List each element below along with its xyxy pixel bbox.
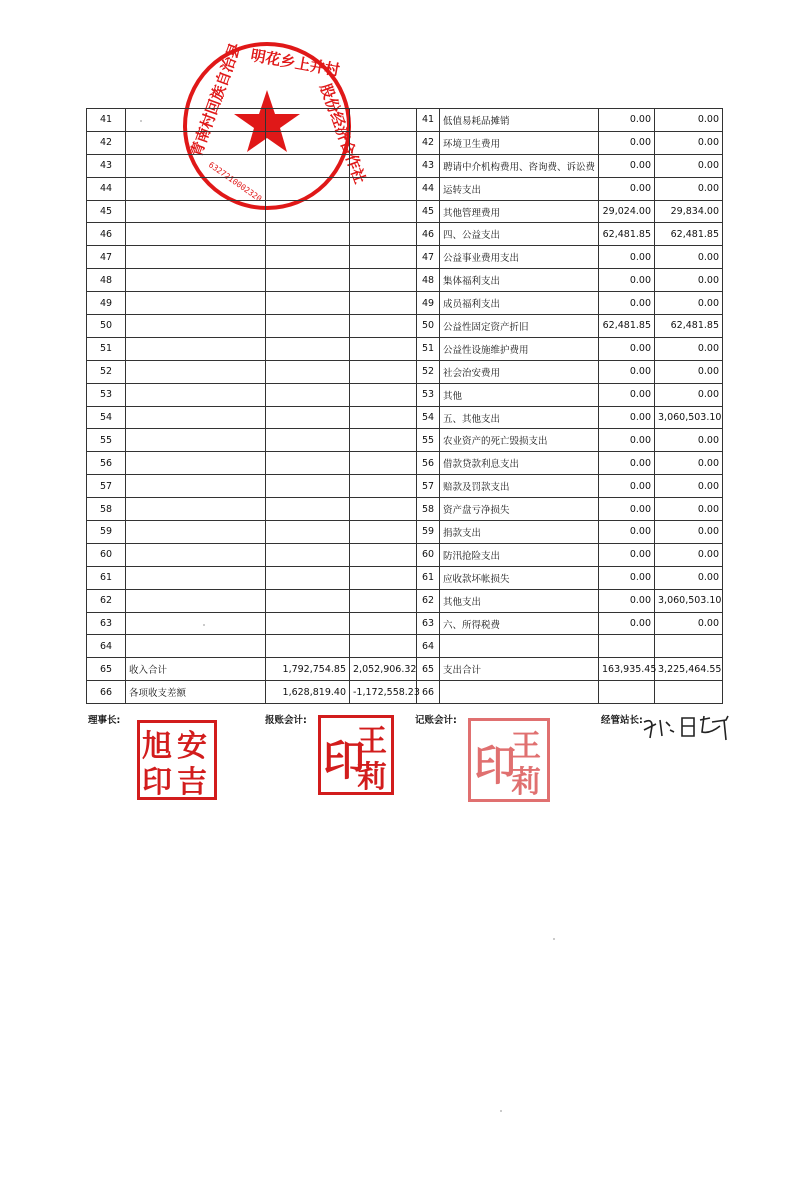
table-cell-item2: 其他管理费用 xyxy=(440,200,599,223)
table-cell-no2: 53 xyxy=(417,383,440,406)
table-cell-a xyxy=(266,452,350,475)
chair-label: 理事长: xyxy=(88,715,121,726)
table-cell-item2: 农业资产的死亡毁损支出 xyxy=(440,429,599,452)
table-cell-no: 64 xyxy=(87,635,126,658)
chair-seal: 安 吉 旭 印 xyxy=(137,720,217,800)
table-cell-b xyxy=(350,131,417,154)
table-row xyxy=(87,543,723,566)
table-cell-item xyxy=(126,154,266,177)
table-cell-c: 0.00 xyxy=(599,521,655,544)
table-cell-a xyxy=(266,360,350,383)
table-cell-no2: 58 xyxy=(417,498,440,521)
table-cell-b xyxy=(350,200,417,223)
table-row xyxy=(87,383,723,406)
report-accountant-seal: 王 莉 印 xyxy=(318,715,394,795)
table-cell-item xyxy=(126,315,266,338)
table-cell-item xyxy=(126,452,266,475)
table-cell-item2: 六、所得税费 xyxy=(440,612,599,635)
table-cell-a xyxy=(266,269,350,292)
table-cell-d: 0.00 xyxy=(655,109,723,132)
table-cell-a: 1,628,819.40 xyxy=(266,681,350,704)
table-cell-c: 0.00 xyxy=(599,246,655,269)
table-cell-item2: 赔款及罚款支出 xyxy=(440,475,599,498)
table-row xyxy=(87,429,723,452)
table-cell-no: 43 xyxy=(87,154,126,177)
table-cell-a xyxy=(266,406,350,429)
table-row xyxy=(87,360,723,383)
table-row xyxy=(87,246,723,269)
table-row xyxy=(87,658,723,681)
table-cell-item2: 其他 xyxy=(440,383,599,406)
table-cell-a: 1,792,754.85 xyxy=(266,658,350,681)
table-cell-d: 0.00 xyxy=(655,131,723,154)
table-cell-b xyxy=(350,406,417,429)
table-cell-item2: 环境卫生费用 xyxy=(440,131,599,154)
table-cell-d: 0.00 xyxy=(655,566,723,589)
table-cell-item xyxy=(126,543,266,566)
table-cell-item xyxy=(126,521,266,544)
table-row xyxy=(87,337,723,360)
table-cell-c: 0.00 xyxy=(599,589,655,612)
table-cell-no: 55 xyxy=(87,429,126,452)
table-cell-no: 44 xyxy=(87,177,126,200)
table-cell-a xyxy=(266,589,350,612)
table-cell-b xyxy=(350,589,417,612)
table-cell-item xyxy=(126,131,266,154)
table-cell-item2: 应收款坏帐损失 xyxy=(440,566,599,589)
table-cell-item xyxy=(126,566,266,589)
table-cell-a xyxy=(266,154,350,177)
table-cell-no: 58 xyxy=(87,498,126,521)
table-cell-item2: 低值易耗品摊销 xyxy=(440,109,599,132)
table-cell-no: 62 xyxy=(87,589,126,612)
speck xyxy=(553,938,555,940)
table-cell-no2: 56 xyxy=(417,452,440,475)
table-cell-item2: 社会治安费用 xyxy=(440,360,599,383)
table-cell-b xyxy=(350,315,417,338)
table-cell-d: 62,481.85 xyxy=(655,223,723,246)
table-cell-d: 0.00 xyxy=(655,177,723,200)
table-row xyxy=(87,452,723,475)
table-cell-d: 0.00 xyxy=(655,383,723,406)
table-cell-item2 xyxy=(440,635,599,658)
table-cell-no2: 59 xyxy=(417,521,440,544)
table-cell-no: 56 xyxy=(87,452,126,475)
table-cell-item2: 公益性设施维护费用 xyxy=(440,337,599,360)
table-cell-item xyxy=(126,292,266,315)
table-cell-d: 0.00 xyxy=(655,360,723,383)
table-cell-no: 54 xyxy=(87,406,126,429)
table-cell-no2: 45 xyxy=(417,200,440,223)
table-cell-a xyxy=(266,177,350,200)
table-row xyxy=(87,475,723,498)
table-cell-d: 0.00 xyxy=(655,612,723,635)
table-cell-a xyxy=(266,200,350,223)
table-row xyxy=(87,521,723,544)
table-cell-item xyxy=(126,269,266,292)
table-cell-item2: 成员福利支出 xyxy=(440,292,599,315)
table-cell-no: 66 xyxy=(87,681,126,704)
table-cell-c: 29,024.00 xyxy=(599,200,655,223)
table-cell-no: 45 xyxy=(87,200,126,223)
table-cell-c xyxy=(599,681,655,704)
table-row xyxy=(87,612,723,635)
table-cell-item2: 五、其他支出 xyxy=(440,406,599,429)
table-cell-a xyxy=(266,635,350,658)
table-cell-d: 0.00 xyxy=(655,429,723,452)
table-row xyxy=(87,269,723,292)
table-cell-a xyxy=(266,109,350,132)
table-cell-no: 60 xyxy=(87,543,126,566)
table-cell-b xyxy=(350,452,417,475)
table-cell-b xyxy=(350,177,417,200)
table-cell-no2: 51 xyxy=(417,337,440,360)
table-cell-a xyxy=(266,521,350,544)
svg-text:6327210002320: 6327210002320 xyxy=(206,160,264,204)
table-cell-item2: 集体福利支出 xyxy=(440,269,599,292)
table-cell-item xyxy=(126,429,266,452)
table-cell-b xyxy=(350,543,417,566)
table-cell-c: 0.00 xyxy=(599,498,655,521)
table-cell-c: 163,935.45 xyxy=(599,658,655,681)
table-cell-no: 47 xyxy=(87,246,126,269)
table-row xyxy=(87,406,723,429)
table-cell-d: 0.00 xyxy=(655,337,723,360)
table-cell-c: 0.00 xyxy=(599,475,655,498)
table-cell-c: 0.00 xyxy=(599,154,655,177)
svg-text:明花乡上井村: 明花乡上井村 xyxy=(249,46,342,80)
table-cell-b: -1,172,558.23 xyxy=(350,681,417,704)
table-row xyxy=(87,498,723,521)
table-cell-b xyxy=(350,383,417,406)
speck xyxy=(140,120,142,122)
table-cell-item: 各项收支差额 xyxy=(126,681,266,704)
table-cell-no: 48 xyxy=(87,269,126,292)
table-cell-no: 65 xyxy=(87,658,126,681)
table-row xyxy=(87,154,723,177)
table-cell-c: 62,481.85 xyxy=(599,315,655,338)
table-cell-c: 0.00 xyxy=(599,452,655,475)
table-cell-a xyxy=(266,498,350,521)
table-cell-b xyxy=(350,475,417,498)
table-cell-d: 0.00 xyxy=(655,543,723,566)
table-cell-no2: 42 xyxy=(417,131,440,154)
table-row xyxy=(87,109,723,132)
table-cell-no2: 62 xyxy=(417,589,440,612)
table-cell-c: 62,481.85 xyxy=(599,223,655,246)
ledger-sheet xyxy=(86,108,723,704)
table-cell-c: 0.00 xyxy=(599,292,655,315)
table-cell-no2: 46 xyxy=(417,223,440,246)
table-cell-b xyxy=(350,521,417,544)
table-cell-c: 0.00 xyxy=(599,177,655,200)
table-cell-item xyxy=(126,360,266,383)
table-row xyxy=(87,131,723,154)
table-row xyxy=(87,200,723,223)
table-cell-item2: 防汛抢险支出 xyxy=(440,543,599,566)
table-cell-no2: 61 xyxy=(417,566,440,589)
table-cell-d: 0.00 xyxy=(655,521,723,544)
table-cell-a xyxy=(266,223,350,246)
table-cell-item xyxy=(126,475,266,498)
table-cell-d: 3,225,464.55 xyxy=(655,658,723,681)
table-cell-a xyxy=(266,475,350,498)
table-cell-c: 0.00 xyxy=(599,360,655,383)
table-cell-no2: 63 xyxy=(417,612,440,635)
table-cell-item2: 运转支出 xyxy=(440,177,599,200)
income-expense-table xyxy=(86,108,723,704)
table-cell-item2 xyxy=(440,681,599,704)
table-cell-c xyxy=(599,635,655,658)
table-cell-item xyxy=(126,337,266,360)
table-cell-no: 46 xyxy=(87,223,126,246)
table-cell-no2: 64 xyxy=(417,635,440,658)
table-cell-a xyxy=(266,429,350,452)
table-cell-b xyxy=(350,612,417,635)
table-row xyxy=(87,292,723,315)
table-row xyxy=(87,566,723,589)
table-cell-d: 3,060,503.10 xyxy=(655,589,723,612)
table-cell-d: 3,060,503.10 xyxy=(655,406,723,429)
table-cell-c: 0.00 xyxy=(599,406,655,429)
table-cell-item2: 资产盘亏净损失 xyxy=(440,498,599,521)
table-cell-item xyxy=(126,589,266,612)
table-cell-d: 0.00 xyxy=(655,475,723,498)
table-cell-c: 0.00 xyxy=(599,131,655,154)
table-cell-b xyxy=(350,337,417,360)
table-cell-a xyxy=(266,566,350,589)
table-cell-d: 0.00 xyxy=(655,269,723,292)
table-cell-no: 63 xyxy=(87,612,126,635)
table-cell-no2: 57 xyxy=(417,475,440,498)
table-cell-item xyxy=(126,406,266,429)
table-cell-item xyxy=(126,177,266,200)
table-cell-b xyxy=(350,566,417,589)
table-cell-b xyxy=(350,109,417,132)
table-row xyxy=(87,589,723,612)
table-cell-item xyxy=(126,498,266,521)
table-cell-no2: 66 xyxy=(417,681,440,704)
table-cell-no2: 65 xyxy=(417,658,440,681)
table-cell-b xyxy=(350,429,417,452)
table-cell-no2: 54 xyxy=(417,406,440,429)
table-cell-b xyxy=(350,360,417,383)
table-cell-a xyxy=(266,383,350,406)
table-cell-a xyxy=(266,315,350,338)
table-cell-a xyxy=(266,612,350,635)
table-cell-c: 0.00 xyxy=(599,543,655,566)
table-cell-no: 53 xyxy=(87,383,126,406)
table-cell-item2: 四、公益支出 xyxy=(440,223,599,246)
table-cell-item xyxy=(126,200,266,223)
table-cell-d: 0.00 xyxy=(655,498,723,521)
table-cell-item xyxy=(126,612,266,635)
table-cell-b xyxy=(350,246,417,269)
table-cell-c: 0.00 xyxy=(599,337,655,360)
table-cell-no2: 41 xyxy=(417,109,440,132)
table-cell-d: 0.00 xyxy=(655,154,723,177)
table-cell-item2: 借款贷款利息支出 xyxy=(440,452,599,475)
table-cell-no2: 47 xyxy=(417,246,440,269)
table-cell-b xyxy=(350,498,417,521)
table-cell-no2: 48 xyxy=(417,269,440,292)
table-cell-d xyxy=(655,635,723,658)
table-cell-d: 29,834.00 xyxy=(655,200,723,223)
table-cell-item2: 其他支出 xyxy=(440,589,599,612)
table-cell-c: 0.00 xyxy=(599,269,655,292)
manager-handwritten-signature xyxy=(640,712,736,742)
table-row xyxy=(87,681,723,704)
speck xyxy=(500,1110,502,1112)
table-cell-no2: 44 xyxy=(417,177,440,200)
table-cell-b xyxy=(350,635,417,658)
table-cell-item2: 支出合计 xyxy=(440,658,599,681)
table-cell-c: 0.00 xyxy=(599,612,655,635)
table-cell-b: 2,052,906.32 xyxy=(350,658,417,681)
table-cell-item xyxy=(126,109,266,132)
table-cell-d xyxy=(655,681,723,704)
table-cell-a xyxy=(266,131,350,154)
table-cell-a xyxy=(266,337,350,360)
table-cell-item xyxy=(126,223,266,246)
table-cell-item2: 捐款支出 xyxy=(440,521,599,544)
table-cell-no: 57 xyxy=(87,475,126,498)
table-cell-c: 0.00 xyxy=(599,566,655,589)
table-cell-no2: 43 xyxy=(417,154,440,177)
table-cell-no: 49 xyxy=(87,292,126,315)
table-cell-no: 50 xyxy=(87,315,126,338)
table-cell-item xyxy=(126,246,266,269)
table-cell-b xyxy=(350,269,417,292)
table-cell-no2: 49 xyxy=(417,292,440,315)
table-cell-no2: 50 xyxy=(417,315,440,338)
table-cell-no: 52 xyxy=(87,360,126,383)
table-cell-c: 0.00 xyxy=(599,383,655,406)
report-accountant-label: 报账会计: xyxy=(265,715,307,726)
table-cell-item: 收入合计 xyxy=(126,658,266,681)
table-cell-no2: 55 xyxy=(417,429,440,452)
table-row xyxy=(87,177,723,200)
table-cell-b xyxy=(350,223,417,246)
table-cell-d: 62,481.85 xyxy=(655,315,723,338)
table-cell-no: 59 xyxy=(87,521,126,544)
table-cell-item xyxy=(126,635,266,658)
table-cell-b xyxy=(350,292,417,315)
table-cell-d: 0.00 xyxy=(655,452,723,475)
table-cell-no: 42 xyxy=(87,131,126,154)
table-cell-item xyxy=(126,383,266,406)
record-accountant-seal: 王 莉 印 xyxy=(468,718,550,802)
svg-text:青南村回族自治县: 青南村回族自治县 xyxy=(186,40,245,160)
table-cell-no2: 52 xyxy=(417,360,440,383)
table-cell-item2: 聘请中介机构费用、咨询费、诉讼费 xyxy=(440,154,599,177)
table-cell-a xyxy=(266,543,350,566)
table-cell-no: 51 xyxy=(87,337,126,360)
table-cell-a xyxy=(266,246,350,269)
table-row xyxy=(87,223,723,246)
table-cell-c: 0.00 xyxy=(599,109,655,132)
table-cell-d: 0.00 xyxy=(655,292,723,315)
table-cell-no: 61 xyxy=(87,566,126,589)
table-row xyxy=(87,635,723,658)
manager-label: 经管站长: xyxy=(601,715,643,726)
table-cell-no: 41 xyxy=(87,109,126,132)
table-cell-c: 0.00 xyxy=(599,429,655,452)
speck xyxy=(203,624,205,626)
record-accountant-label: 记账会计: xyxy=(415,715,457,726)
table-cell-item2: 公益事业费用支出 xyxy=(440,246,599,269)
svg-text:股份经济合作社: 股份经济合作社 xyxy=(316,81,370,187)
table-cell-b xyxy=(350,154,417,177)
table-cell-no2: 60 xyxy=(417,543,440,566)
table-row xyxy=(87,315,723,338)
table-cell-item2: 公益性固定资产折旧 xyxy=(440,315,599,338)
table-cell-d: 0.00 xyxy=(655,246,723,269)
table-cell-a xyxy=(266,292,350,315)
